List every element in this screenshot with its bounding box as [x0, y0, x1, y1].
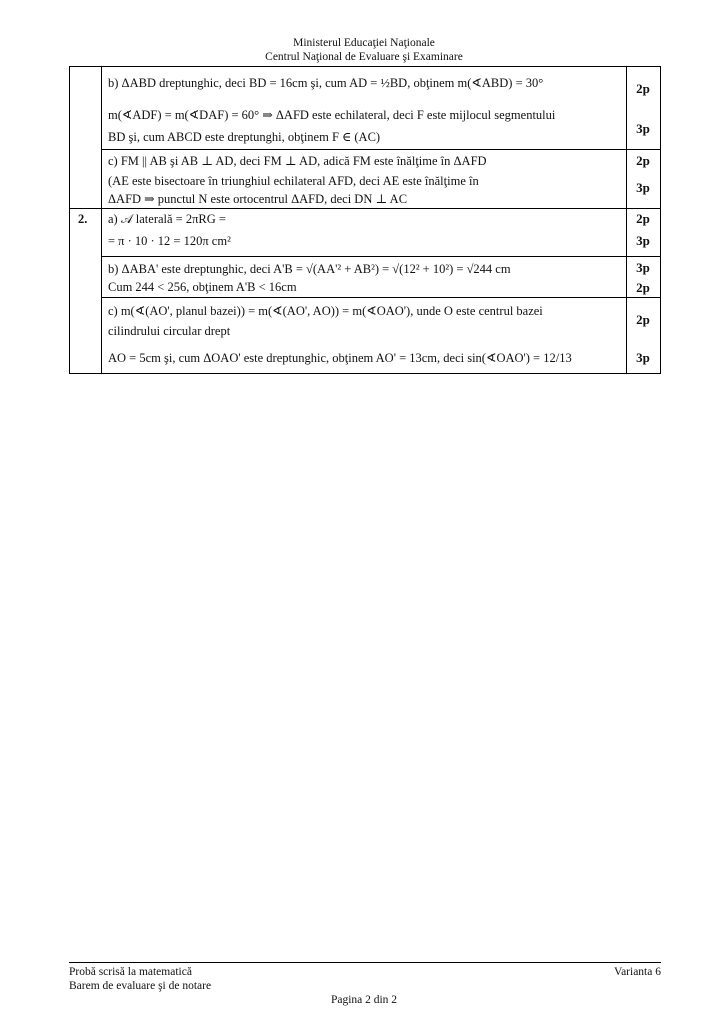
footer-divider [69, 962, 661, 963]
points-2c-second: 3p [636, 350, 650, 365]
row-1b-line-2: m(∢ADF) = m(∢DAF) = 60° ⇒ ΔAFD este echilateral, deci F este mijlocul segmentului [108, 108, 556, 122]
footer-scheme-name: Barem de evaluare şi de notare [69, 980, 212, 992]
row-2b-line-1: b) ΔABA' este dreptunghic, deci A'B = √(AA'² + AB²) = √(12² + 10²) = √244 cm [108, 262, 511, 276]
row-1c-line-3: ΔAFD ⇒ punctul N este ortocentrul ΔAFD, deci DN ⊥ AC [108, 192, 408, 206]
points-1b-second: 3p [636, 121, 650, 136]
row-1b-line-1: b) ΔABD dreptunghic, deci BD = 16cm şi, cum AD = ½BD, obţinem m(∢ABD) = 30° [108, 76, 544, 90]
row-1b-line-3: BD şi, cum ABCD este dreptunghi, obţinem F ∈ (AC) [108, 130, 381, 144]
row-1c-line-2: (AE este bisectoare în triunghiul echilateral AFD, deci AE este înălţime în [108, 174, 479, 188]
grading-table [69, 66, 661, 374]
row-2b-line-2: Cum 244 < 256, obţinem A'B < 16cm [108, 280, 297, 294]
row-2c-line-2: cilindrului circular drept [108, 324, 231, 338]
row-1c-line-1: c) FM || AB şi AB ⊥ AD, deci FM ⊥ AD, adică FM este înălţime în ΔAFD [108, 154, 487, 168]
points-1c-second: 3p [636, 180, 650, 195]
row-2c-line-1: c) m(∢(AO', planul bazei)) = m(∢(AO', AO)) = m(∢OAO'), unde O este centrul bazei [108, 304, 543, 318]
points-2a-first: 2p [636, 211, 650, 226]
item-number-2: 2. [78, 212, 88, 226]
footer-exam-name: Probă scrisă la matematică [69, 966, 192, 978]
points-2b-second: 2p [636, 280, 650, 295]
points-2b-first: 3p [636, 260, 650, 275]
center-title: Centrul Naţional de Evaluare şi Examinare [265, 51, 463, 63]
footer-variant: Varianta 6 [614, 966, 661, 978]
ministry-title: Ministerul Educaţiei Naţionale [293, 37, 435, 49]
row-2a-line-1: a) 𝒜 laterală = 2πRG = [108, 212, 226, 226]
row-2c-line-3: AO = 5cm şi, cum ΔOAO' este dreptunghic, obţinem AO' = 13cm, deci sin(∢OAO') = 12/13 [108, 351, 572, 365]
points-2c-first: 2p [636, 312, 650, 327]
page-header [0, 36, 728, 64]
points-2a-second: 3p [636, 233, 650, 248]
row-2a-line-2: = π · 10 · 12 = 120π cm² [108, 234, 231, 248]
page-number: Pagina 2 din 2 [330, 994, 398, 1006]
points-1c-first: 2p [636, 153, 650, 168]
points-1b-first: 2p [636, 81, 650, 96]
